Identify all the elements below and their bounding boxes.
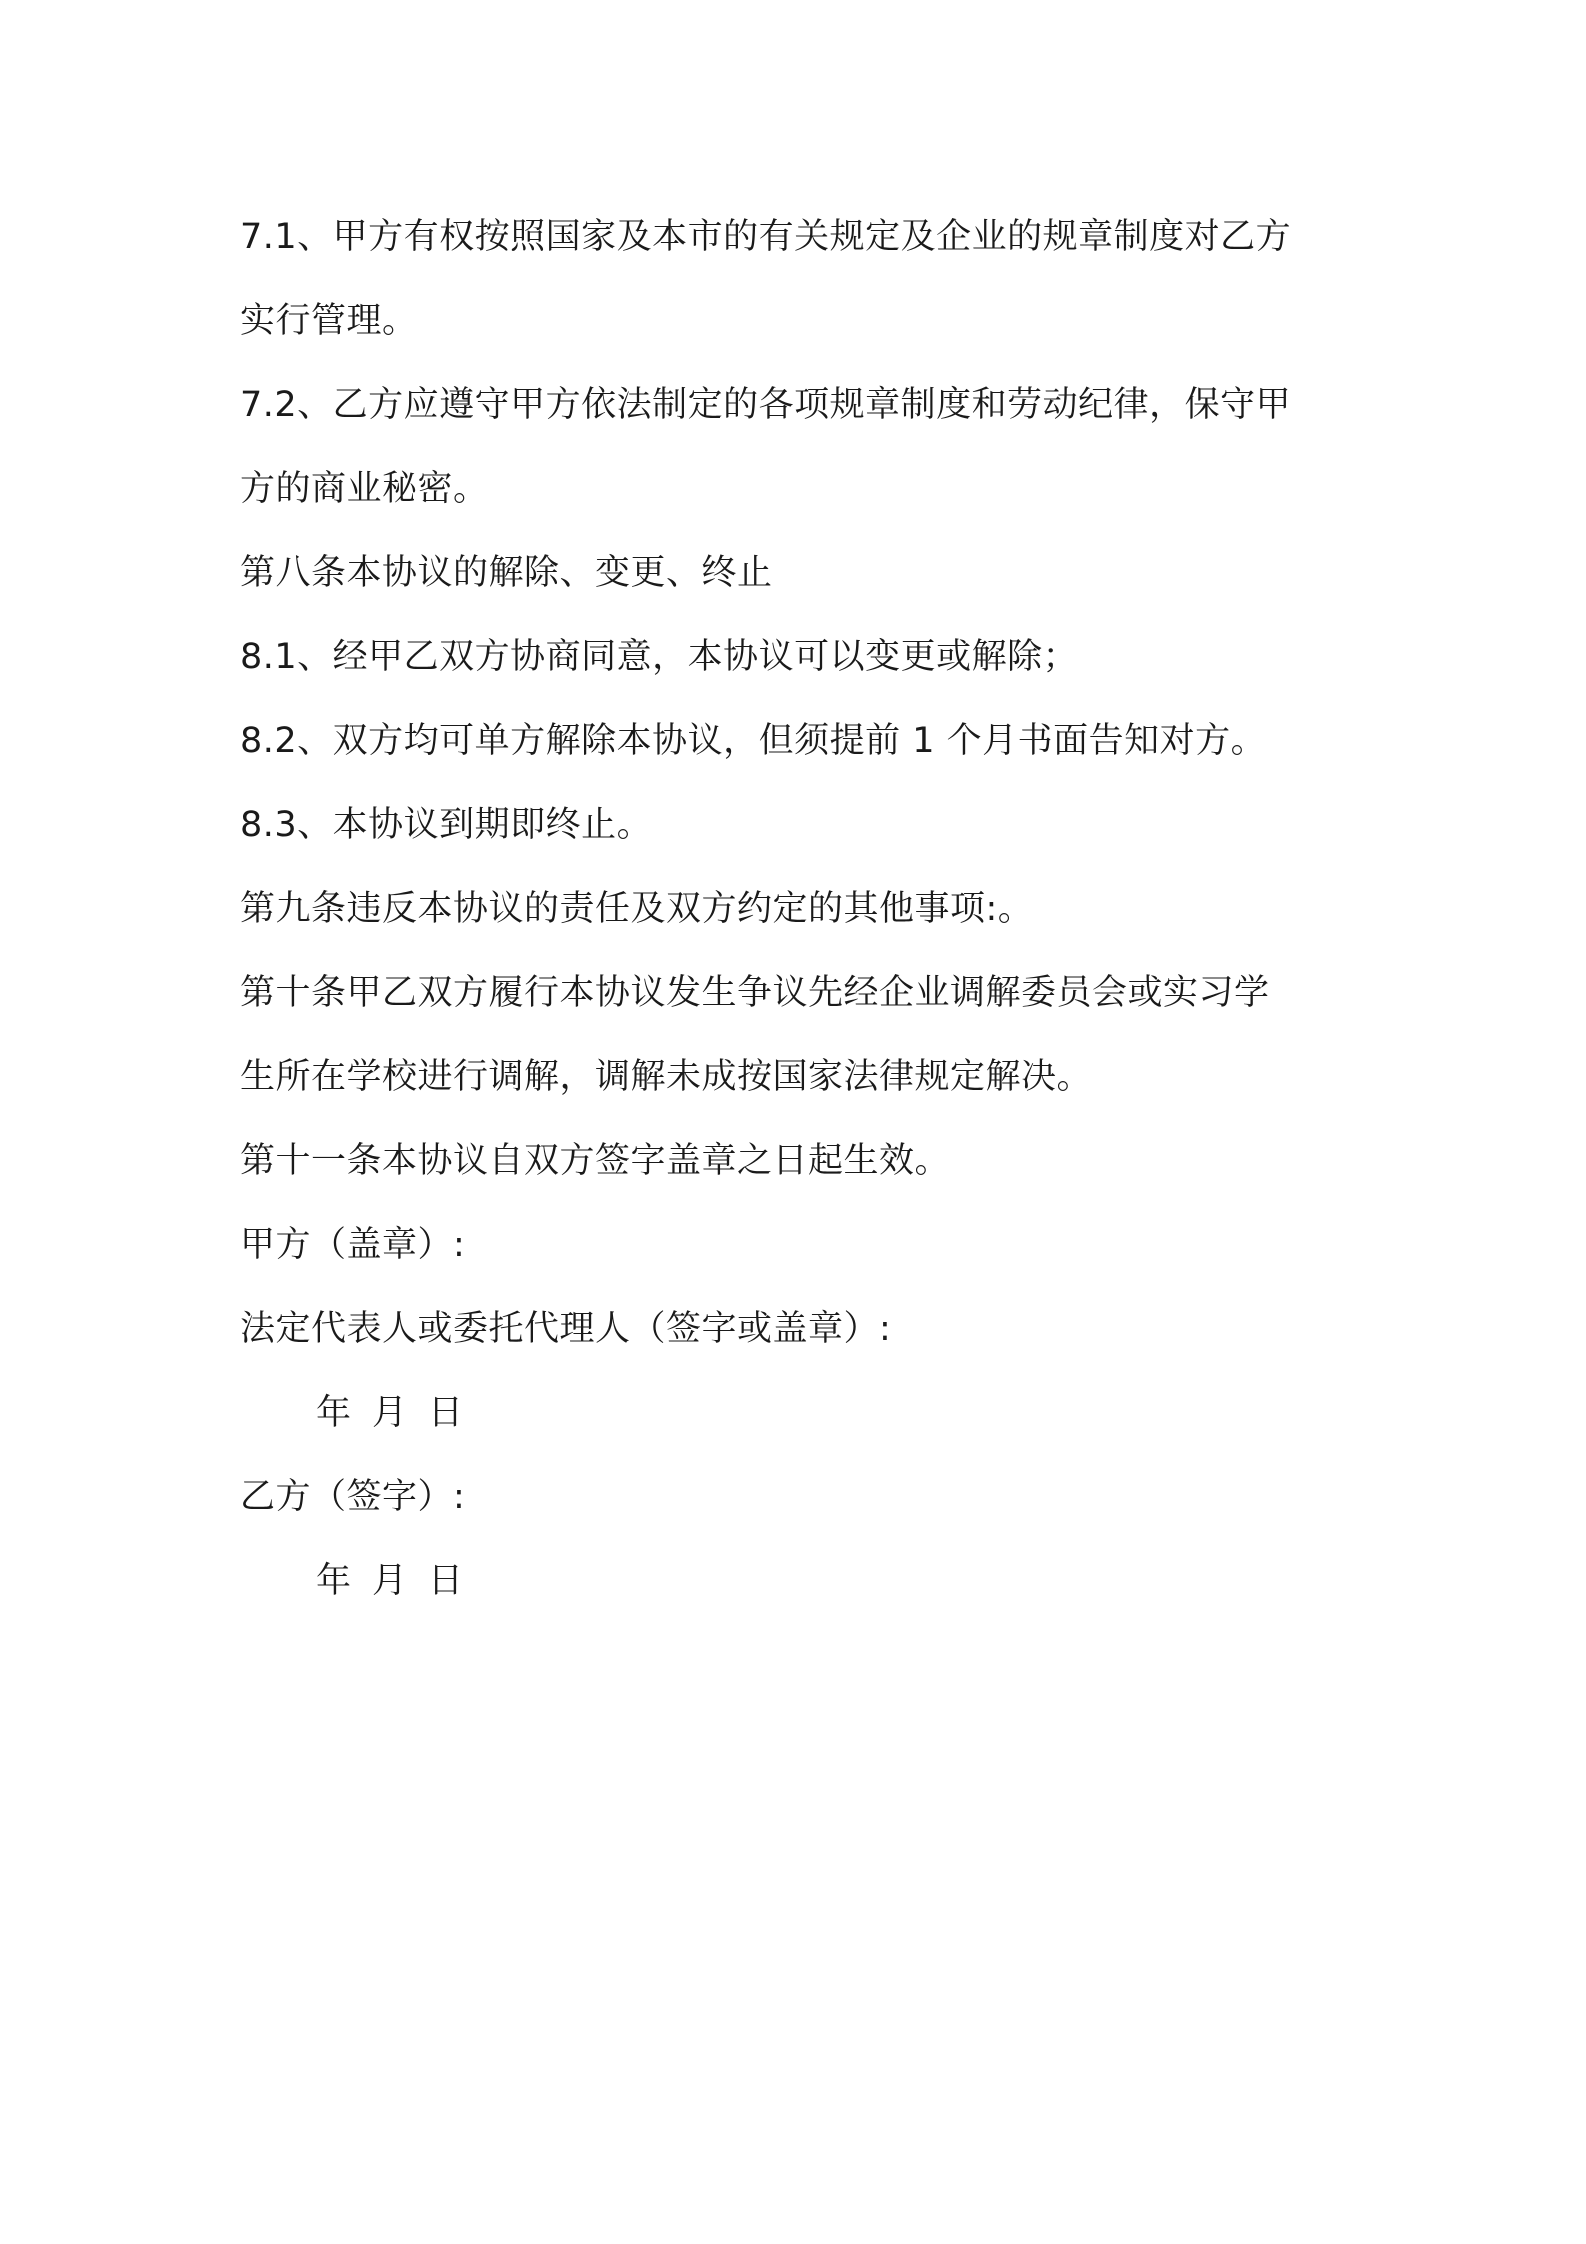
date-day-label: 日 (428, 1393, 464, 1433)
article-11: 第十一条本协议自双方签字盖章之日起生效。 (240, 1141, 951, 1181)
article-8-heading: 第八条本协议的解除、变更、终止 (240, 553, 773, 593)
party-b-date-line (240, 1539, 1350, 1623)
date-day-label: 日 (428, 1561, 464, 1601)
article-9: 第九条违反本协议的责任及双方约定的其他事项:。 (240, 889, 1034, 929)
document-body (240, 195, 1350, 1623)
party-b-signature-label: 乙方（签字）: (240, 1477, 466, 1517)
party-a-seal-label: 甲方（盖章）: (240, 1225, 466, 1265)
date-month-label: 月 (372, 1561, 408, 1601)
legal-representative-label: 法定代表人或委托代理人（签字或盖章）: (240, 1309, 892, 1349)
clause-8-1: 8.1、经甲乙双方协商同意，本协议可以变更或解除； (240, 637, 1079, 677)
article-10-line-2: 生所在学校进行调解，调解未成按国家法律规定解决。 (240, 1057, 1093, 1097)
clause-7-1-line-2: 实行管理。 (240, 301, 418, 341)
clause-8-2: 8.2、双方均可单方解除本协议，但须提前 1 个月书面告知对方。 (240, 721, 1267, 761)
clause-8-3: 8.3、本协议到期即终止。 (240, 805, 653, 845)
clause-7-2-line-2: 方的商业秘密。 (240, 469, 489, 509)
date-year-label: 年 (316, 1561, 352, 1601)
party-a-date-line (240, 1371, 1350, 1455)
date-year-label: 年 (316, 1393, 352, 1433)
clause-7-2-line-1: 7.2、乙方应遵守甲方依法制定的各项规章制度和劳动纪律，保守甲 (240, 385, 1292, 425)
date-month-label: 月 (372, 1393, 408, 1433)
clause-7-1-line-1: 7.1、甲方有权按照国家及本市的有关规定及企业的规章制度对乙方 (240, 217, 1292, 257)
article-10-line-1: 第十条甲乙双方履行本协议发生争议先经企业调解委员会或实习学 (240, 973, 1270, 1013)
